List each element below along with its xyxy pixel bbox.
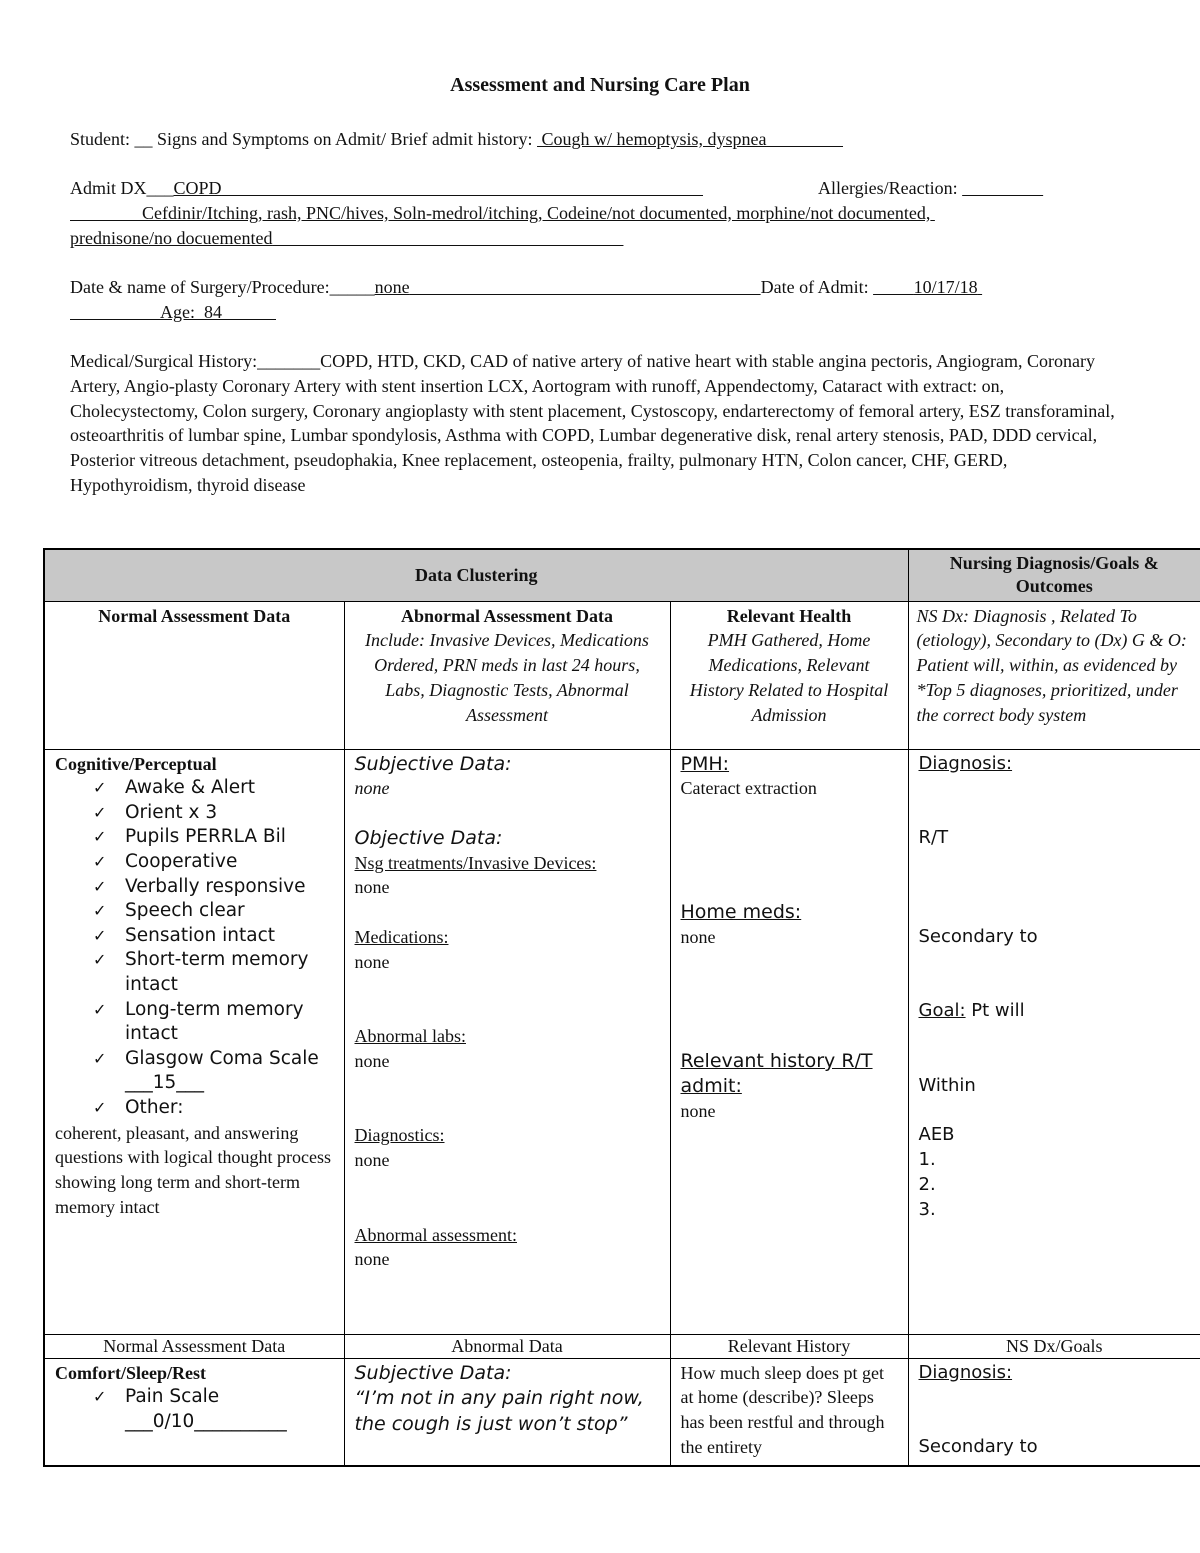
relevant-history-label: Relevant history R/T admit: bbox=[680, 1050, 873, 1097]
cognitive-relevant-cell bbox=[670, 749, 908, 1334]
check-item: ✓ Pain Scale ___0/10__________ bbox=[93, 1386, 287, 1432]
comfort-relevant-cell bbox=[670, 1358, 908, 1466]
footer-normal: Normal Assessment Data bbox=[44, 1334, 344, 1358]
admit-date-label: Date of Admit: bbox=[760, 277, 869, 297]
sleep-text: How much sleep does pt get at home (describe)? Sleeps has been restful and through the entirety bbox=[680, 1362, 885, 1457]
surgery-value: none bbox=[374, 277, 410, 297]
check-icon: ✓ bbox=[93, 901, 107, 921]
comfort-subjective-quote: “I’m not in any pain right now, the cough is just won’t stop” bbox=[354, 1387, 644, 1436]
nursing-dx-header: Nursing Diagnosis/Goals & Outcomes bbox=[908, 549, 1200, 601]
history-label: Medical/Surgical History:_______ bbox=[70, 351, 321, 371]
check-icon: ✓ bbox=[93, 827, 107, 847]
col1-header: Normal Assessment Data bbox=[44, 601, 344, 749]
care-plan-table bbox=[43, 548, 1200, 1467]
comfort-secondary-label: Secondary to bbox=[918, 1435, 1038, 1457]
check-item: ✓ Cooperative bbox=[93, 850, 334, 875]
student-value: Cough w/ hemoptysis, dyspnea bbox=[541, 129, 767, 149]
comfort-dx-cell bbox=[908, 1358, 1200, 1466]
comfort-checklist bbox=[55, 1385, 334, 1434]
aeb-label: AEB bbox=[918, 1124, 955, 1146]
within-label: Within bbox=[918, 1074, 976, 1096]
abnormal-assessment-label: Abnormal assessment: bbox=[354, 1224, 517, 1245]
check-item: ✓ Orient x 3 bbox=[93, 801, 334, 826]
col3-header: Relevant Health PMH Gathered, Home Medications, Relevant History Related to Hospital Admission bbox=[670, 601, 908, 749]
student-label: Student: __ Signs and Symptoms on Admit/ Brief admit history: bbox=[70, 129, 533, 149]
comfort-normal-cell bbox=[44, 1358, 344, 1466]
age-line bbox=[70, 300, 276, 325]
cognitive-checklist bbox=[55, 776, 334, 1120]
labs-value: none bbox=[354, 1051, 390, 1072]
check-item: ✓ Pupils PERRLA Bil bbox=[93, 825, 334, 850]
check-icon: ✓ bbox=[93, 1387, 107, 1407]
pmh-label: PMH: bbox=[680, 752, 730, 775]
allergies-line-2: prednisone/no docuemented bbox=[70, 228, 273, 248]
diagnosis-label: Diagnosis: bbox=[918, 752, 1013, 774]
check-item: ✓ Other: bbox=[93, 1096, 334, 1121]
objective-label: Objective Data: bbox=[354, 826, 503, 849]
labs-label: Abnormal labs: bbox=[354, 1026, 466, 1047]
age-label: Age: bbox=[160, 302, 195, 322]
meds-value: none bbox=[354, 951, 390, 972]
student-line bbox=[70, 127, 843, 152]
pmh-value: Cateract extraction bbox=[680, 778, 817, 799]
diagnostics-label: Diagnostics: bbox=[354, 1125, 445, 1146]
check-item: ✓ Verbally responsive bbox=[93, 875, 334, 900]
comfort-abnormal-cell bbox=[344, 1358, 670, 1466]
home-meds-label: Home meds: bbox=[680, 901, 802, 924]
check-icon: ✓ bbox=[93, 1048, 107, 1068]
home-meds-value: none bbox=[680, 927, 716, 948]
medical-history bbox=[70, 349, 1130, 498]
check-icon: ✓ bbox=[93, 950, 107, 970]
admit-dx-line bbox=[70, 176, 703, 201]
footer-abnormal: Abnormal Data bbox=[344, 1334, 670, 1358]
data-clustering-header: Data Clustering bbox=[44, 549, 908, 601]
history-value: COPD, HTD, CKD, CAD of native artery of native heart with stable angina pectoris, Angiogram, Coronary Artery, Angio-plasty Coronary Artery with stent insertion LCX, Aortogram with runoff, Appendectomy, Cataract with extract: on, Cholecystectomy, Colon surgery, Coronary angioplasty with stent placement, Cystoscopy, endarterectomy of femoral artery, ESZ transforaminal, osteoarthritis of lumbar spine, Lumbar spondylosis, Asthma with COPD, Lumbar degenerative disk, renal artery stenosis, PAD, DDD cervical, Posterior vitreous detachment, pseudophakia, Knee replacement, osteopenia, frailty, pulmonary HTN, Colon cancer, CHF, GERD, Hypothyroidism, thyroid disease bbox=[70, 351, 1115, 495]
comfort-subjective-label: Subjective Data: bbox=[354, 1361, 512, 1384]
check-icon: ✓ bbox=[93, 925, 107, 945]
meds-label: Medications: bbox=[354, 927, 449, 948]
comfort-diagnosis-label: Diagnosis: bbox=[918, 1361, 1013, 1383]
cognitive-abnormal-cell bbox=[344, 749, 670, 1334]
check-item: ✓ Sensation intact bbox=[93, 924, 334, 949]
relevant-history-value: none bbox=[680, 1100, 716, 1121]
diagnostics-value: none bbox=[354, 1150, 390, 1171]
goal-line: Goal: Pt will bbox=[918, 1000, 1025, 1022]
comfort-section-title: Comfort/Sleep/Rest bbox=[55, 1362, 206, 1383]
cognitive-other-note: coherent, pleasant, and answering questions with logical thought process showing long term and short-term memory intact bbox=[55, 1122, 331, 1217]
footer-nsdx: NS Dx/Goals bbox=[908, 1334, 1200, 1358]
allergies-label: Allergies/Reaction: bbox=[818, 178, 958, 198]
check-icon: ✓ bbox=[93, 852, 107, 872]
check-item: ✓ Long-term memory intact bbox=[93, 998, 304, 1045]
check-icon: ✓ bbox=[93, 999, 107, 1019]
subjective-value: none bbox=[354, 778, 390, 799]
allergies-label-line bbox=[818, 176, 1043, 201]
page-title: Assessment and Nursing Care Plan bbox=[450, 74, 750, 96]
check-icon: ✓ bbox=[93, 778, 107, 798]
admit-dx-label: Admit DX___ bbox=[70, 178, 174, 198]
col2-header: Abnormal Assessment Data Include: Invasive Devices, Medications Ordered, PRN meds in last 24 hours, Labs, Diagnostic Tests, Abnormal Assessment bbox=[344, 601, 670, 749]
allergies-line-1: Cefdinir/Itching, rash, PNC/hives, Soln-medrol/itching, Codeine/not documented, morphine/not documented, bbox=[142, 203, 931, 223]
cognitive-dx-cell bbox=[908, 749, 1200, 1334]
abnormal-assessment-value: none bbox=[354, 1249, 390, 1270]
check-icon: ✓ bbox=[93, 1098, 107, 1118]
age-value: 84 bbox=[204, 302, 222, 322]
surgery-label: Date & name of Surgery/Procedure:_____ bbox=[70, 277, 375, 297]
cognitive-normal-cell bbox=[44, 749, 344, 1334]
check-item: ✓ Glasgow Coma Scale ___15___ bbox=[93, 1047, 319, 1094]
nsg-label: Nsg treatments/Invasive Devices: bbox=[354, 852, 597, 873]
check-icon: ✓ bbox=[93, 802, 107, 822]
admit-date-value: 10/17/18 bbox=[913, 277, 978, 297]
surgery-line bbox=[70, 275, 982, 300]
cognitive-section-title: Cognitive/Perceptual bbox=[55, 753, 217, 774]
nsg-value: none bbox=[354, 877, 390, 898]
secondary-label: Secondary to bbox=[918, 926, 1038, 948]
check-item: ✓ Speech clear bbox=[93, 899, 334, 924]
aeb-item: 1. bbox=[918, 1149, 936, 1171]
check-item: ✓ Awake & Alert bbox=[93, 776, 334, 801]
aeb-item: 2. bbox=[918, 1174, 936, 1196]
subjective-label: Subjective Data: bbox=[354, 752, 512, 775]
check-item: ✓ Short-term memory intact bbox=[93, 949, 309, 996]
aeb-item: 3. bbox=[918, 1198, 936, 1220]
footer-relevant: Relevant History bbox=[670, 1334, 908, 1358]
rt-label: R/T bbox=[918, 826, 949, 848]
admit-dx-value: COPD bbox=[173, 178, 222, 198]
col4-header: NS Dx: Diagnosis , Related To (etiology), Secondary to (Dx) G & O: Patient will, within, as evidenced by *Top 5 diagnoses, prioritized, under the correct body system bbox=[908, 601, 1200, 749]
check-icon: ✓ bbox=[93, 876, 107, 896]
